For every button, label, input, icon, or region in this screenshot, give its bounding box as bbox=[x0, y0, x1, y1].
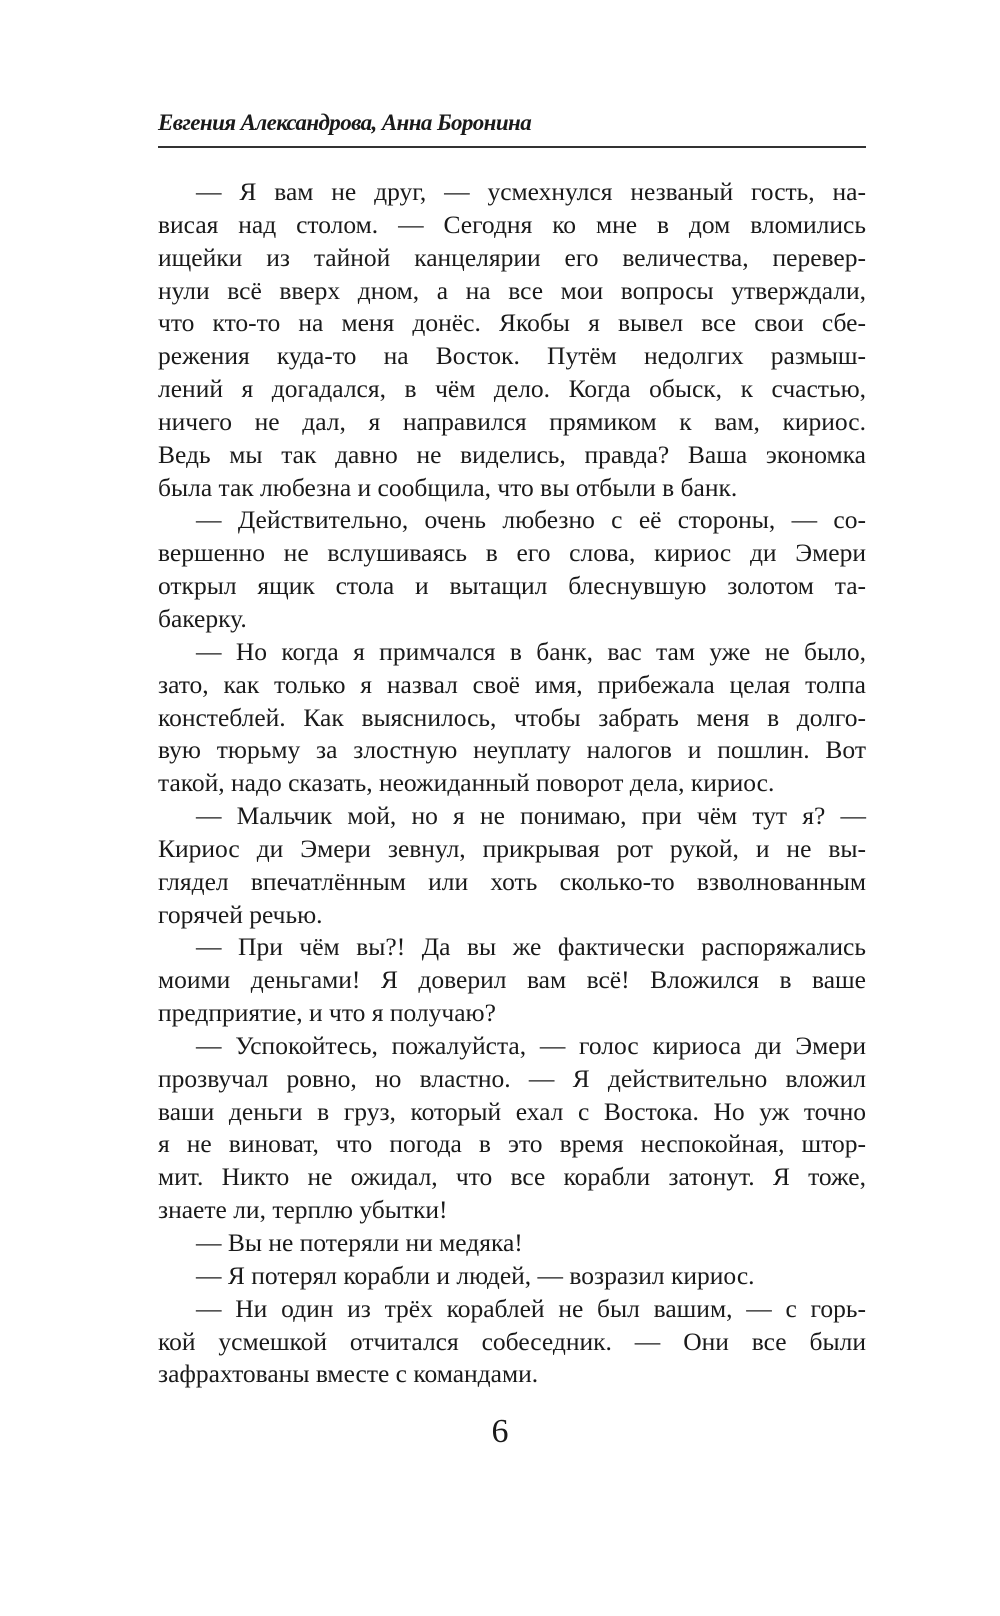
text-line: висая над столом. — Сегодня ко мне в дом вломились bbox=[158, 209, 866, 239]
text-line: ищейки из тайной канцелярии его величества, перевер- bbox=[158, 242, 866, 272]
paragraph bbox=[158, 1030, 866, 1227]
text-line: такой, надо сказать, неожиданный поворот дела, кириос. bbox=[158, 768, 775, 798]
text-line: режения куда-то на Восток. Путём недолгих размыш- bbox=[158, 341, 866, 371]
text-line: — Но когда я примчался в банк, вас там уже не было, bbox=[196, 636, 866, 666]
text-line: бакерку. bbox=[158, 603, 247, 633]
text-line: констеблей. Как выяснилось, чтобы забрать меня в долго- bbox=[158, 702, 866, 732]
text-line: — Мальчик мой, но я не понимаю, при чём тут я? — bbox=[196, 801, 866, 831]
text-line: что кто-то на меня донёс. Якобы я вывел все свои сбе- bbox=[158, 308, 866, 338]
text-line: — Действительно, очень любезно с её стороны, — со- bbox=[196, 505, 866, 535]
text-line: лений я догадался, в чём дело. Когда обыск, к счастью, bbox=[158, 374, 866, 404]
text-line: — Я вам не друг, — усмехнулся незваный гость, на- bbox=[196, 177, 866, 206]
text-line: кой усмешкой отчитался собеседник. — Они все были bbox=[158, 1326, 866, 1356]
paragraph bbox=[158, 176, 866, 504]
paragraph bbox=[158, 931, 866, 1030]
text-line: горячей речью. bbox=[158, 899, 323, 929]
paragraph bbox=[158, 1227, 866, 1260]
page-number: 6 bbox=[491, 1413, 509, 1450]
text-line: открыл ящик стола и вытащил блеснувшую золотом та- bbox=[158, 571, 866, 601]
text-line: — При чём вы?! Да вы же фактически распоряжались bbox=[196, 932, 866, 962]
paragraph bbox=[158, 636, 866, 800]
text-line: зато, как только я назвал своё имя, прибежала целая толпа bbox=[158, 669, 866, 699]
text-line: предприятие, и что я получаю? bbox=[158, 998, 496, 1028]
text-line: я не виноват, что погода в это время неспокойная, штор- bbox=[158, 1129, 866, 1159]
header-rule bbox=[158, 146, 866, 148]
text-line: вую тюрьму за злостную неуплату налогов и пошлин. Вот bbox=[158, 735, 866, 765]
paragraph bbox=[158, 800, 866, 931]
text-line: зафрахтованы вместе с командами. bbox=[158, 1359, 539, 1389]
text-line: прозвучал ровно, но властно. — Я действительно вложил bbox=[158, 1063, 866, 1093]
text-line: Кириос ди Эмери зевнул, прикрывая рот рукой, и не вы- bbox=[158, 833, 866, 863]
text-line: ваши деньги в груз, который ехал с Востока. Но уж точно bbox=[158, 1096, 866, 1126]
text-line: вершенно не вслушиваясь в его слова, кириос ди Эмери bbox=[158, 538, 866, 568]
text-line: — Успокойтесь, пожалуйста, — голос кириоса ди Эмери bbox=[196, 1030, 866, 1060]
text-line: — Я потерял корабли и людей, — возразил кириос. bbox=[196, 1260, 755, 1290]
running-header-authors: Евгения Александрова, Анна Боронина bbox=[158, 110, 532, 135]
text-line: мит. Никто не ожидал, что все корабли затонут. Я тоже, bbox=[158, 1162, 866, 1192]
paragraph bbox=[158, 504, 866, 635]
paragraph bbox=[158, 1260, 866, 1293]
text-line: нули всё вверх дном, а на все мои вопросы утверждали, bbox=[158, 275, 866, 305]
text-line: Ведь мы так давно не виделись, правда? Ваша экономка bbox=[158, 439, 866, 469]
paragraph bbox=[158, 1293, 866, 1392]
text-line: — Вы не потеряли ни медяка! bbox=[196, 1228, 523, 1257]
text-line: моими деньгами! Я доверил вам всё! Вложился в ваше bbox=[158, 965, 866, 995]
text-line: — Ни один из трёх кораблей не был вашим, — с горь- bbox=[196, 1293, 866, 1323]
text-line: глядел впечатлённым или хоть сколько-то взволнованным bbox=[158, 866, 866, 896]
page-body-text bbox=[158, 176, 866, 1391]
text-line: была так любезна и сообщила, что вы отбыли в банк. bbox=[158, 472, 738, 502]
text-line: ничего не дал, я направился прямиком к вам, кириос. bbox=[158, 406, 866, 436]
text-line: знаете ли, терплю убытки! bbox=[158, 1195, 448, 1225]
